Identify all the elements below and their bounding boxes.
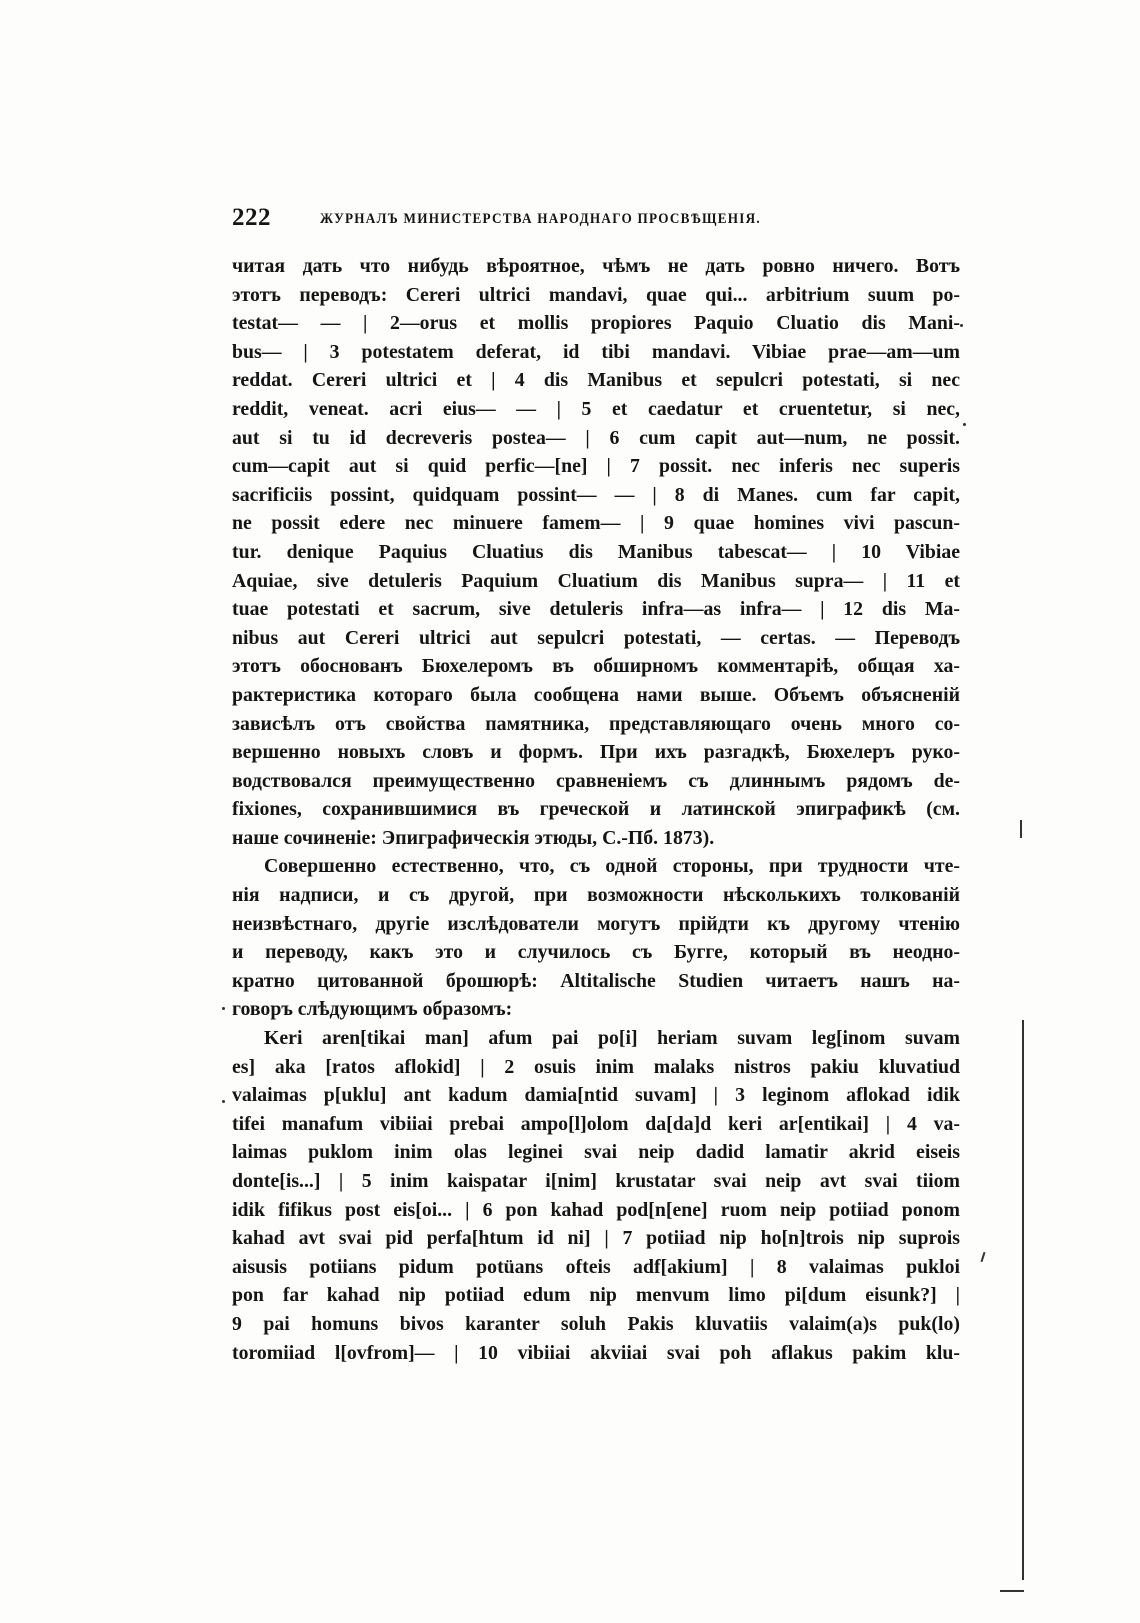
text-line: donte[is...] | 5 inim kaispatar i[nim] krustatar svai neip avt svai tiiom — [232, 1170, 960, 1192]
text-line: говоръ слѣдующимъ образомъ: — [232, 998, 513, 1021]
margin-mark — [222, 1007, 225, 1010]
text-line: неизвѣстнаго, другіе изслѣдователи могутъ прійдти къ другому чтенію — [232, 912, 960, 935]
text-line: aisusis potiians pidum potüans ofteis adf[akium] | 8 valaimas pukloi — [232, 1255, 960, 1278]
margin-mark — [981, 1252, 986, 1262]
text-line: tur. denique Paquius Cluatius dis Manibus tabescat— | 10 Vibiae — [232, 540, 960, 563]
text-line: fixiones, сохранившимися въ греческой и латинской эпиграфикѣ (см. — [232, 798, 960, 821]
paragraph — [232, 852, 960, 1024]
text-line: этотъ переводъ: Cereri ultrici mandavi, quae qui... arbitrium suum po- — [232, 283, 960, 306]
text-line: pon far kahad nip potiiad edum nip menvum limo pi[dum eisunk?] | — [232, 1284, 960, 1307]
margin-mark — [222, 1100, 225, 1103]
margin-mark — [960, 324, 963, 327]
text-line: valaimas p[uklu] ant kadum damia[ntid suvam] | 3 leginom aflokad idik — [232, 1084, 960, 1107]
text-line: нія надписи, и съ другой, при возможности нѣсколькихъ толкованій — [232, 884, 960, 907]
text-line: ne possit edere nec minuere famem— | 9 quae homines vivi pascun- — [232, 512, 960, 535]
text-line: читая дать что нибудь вѣроятное, чѣмъ не дать ровно ничего. Вотъ — [232, 255, 960, 277]
text-line: reddit, veneat. acri eius— — | 5 et caedatur et cruentetur, si nec, — [232, 397, 960, 420]
body-text — [232, 252, 960, 1367]
text-line: cum—capit aut si quid perfic—[ne] | 7 possit. nec inferis nec superis — [232, 455, 960, 478]
margin-mark — [963, 423, 966, 426]
text-line: рактеристика котораго была сообщена нами выше. Объемъ объясненій — [232, 683, 960, 706]
text-line: idik fifikus post eis[oi... | 6 pon kahad pod[n[ene] ruom neip potiiad ponom — [232, 1198, 960, 1221]
page-header — [232, 204, 872, 234]
text-line: 9 pai homuns bivos karanter soluh Pakis kluvatiis valaim(a)s puk(lo) — [232, 1312, 960, 1335]
text-line: наше сочиненіе: Эпиграфическія этюды, С.-Пб. 1873). — [232, 826, 715, 849]
text-line: кратно цитованной брошюрѣ: Altitalische Studien читаетъ нашъ на- — [232, 969, 960, 992]
text-line: bus— | 3 potestatem deferat, id tibi mandavi. Vibiae prae—am—um — [232, 340, 960, 363]
text-line: sacrificiis possint, quidquam possint— — | 8 di Manes. cum far capit, — [232, 483, 960, 506]
text-line: toromiiad l[ovfrom]— | 10 vibiiai akviiai svai poh aflakus pakim klu- — [232, 1341, 960, 1364]
text-line: вершенно новыхъ словъ и формъ. При ихъ разгадкѣ, Бюхелеръ руко- — [232, 741, 960, 764]
text-line: водствовался преимущественно сравненіемъ съ длиннымъ рядомъ de- — [232, 769, 960, 792]
text-line: kahad avt svai pid perfa[htum id ni] | 7 potiiad nip ho[n]trois nip suprois — [232, 1227, 960, 1250]
text-line: этотъ обоснованъ Бюхелеромъ въ обширномъ комментаріѣ, общая ха- — [232, 655, 960, 678]
text-line: Keri aren[tikai man] afum pai po[i] heriam suvam leg[inom suvam — [264, 1027, 960, 1050]
page-number: 222 — [232, 204, 271, 231]
text-line: reddat. Cereri ultrici et | 4 dis Manibus et sepulcri potestati, si nec — [232, 369, 960, 392]
text-line: tuae potestati et sacrum, sive detuleris infra—as infra— | 12 dis Ma- — [232, 598, 960, 621]
text-line: tifei manafum vibiiai prebai ampo[l]olom da[da]d keri ar[entikai] | 4 va- — [232, 1112, 960, 1135]
text-line: nibus aut Cereri ultrici aut sepulcri potestati, — certas. — Переводъ — [232, 626, 960, 649]
running-title: ЖУРНАЛЪ МИНИСТЕРСТВА НАРОДНАГО ПРОСВѢЩЕНІЯ. — [320, 211, 761, 227]
margin-mark — [1022, 1020, 1024, 1580]
text-line: Aquiae, sive detuleris Paquium Cluatium dis Manibus supra— | 11 et — [232, 569, 960, 592]
paragraph — [232, 252, 960, 852]
text-line: es] aka [ratos aflokid] | 2 osuis inim malaks nistros pakiu kluvatiud — [232, 1055, 960, 1078]
margin-mark — [1000, 1590, 1024, 1592]
text-line: testat— — | 2—orus et mollis propiores Paquio Cluatio dis Mani- — [232, 312, 960, 335]
text-line: aut si tu id decreveris postea— | 6 cum capit aut—num, ne possit. — [232, 426, 960, 449]
text-line: зависѣлъ отъ свойства памятника, представляющаго очень много со- — [232, 712, 960, 735]
paragraph — [232, 1024, 960, 1367]
text-line: и переводу, какъ это и случилось съ Бугге, который въ неодно- — [232, 941, 960, 964]
margin-mark — [1020, 820, 1022, 838]
text-line: laimas puklom inim olas leginei svai neip dadid lamatir akrid eiseis — [232, 1141, 960, 1164]
text-line: Совершенно естественно, что, съ одной стороны, при трудности чте- — [264, 855, 960, 878]
